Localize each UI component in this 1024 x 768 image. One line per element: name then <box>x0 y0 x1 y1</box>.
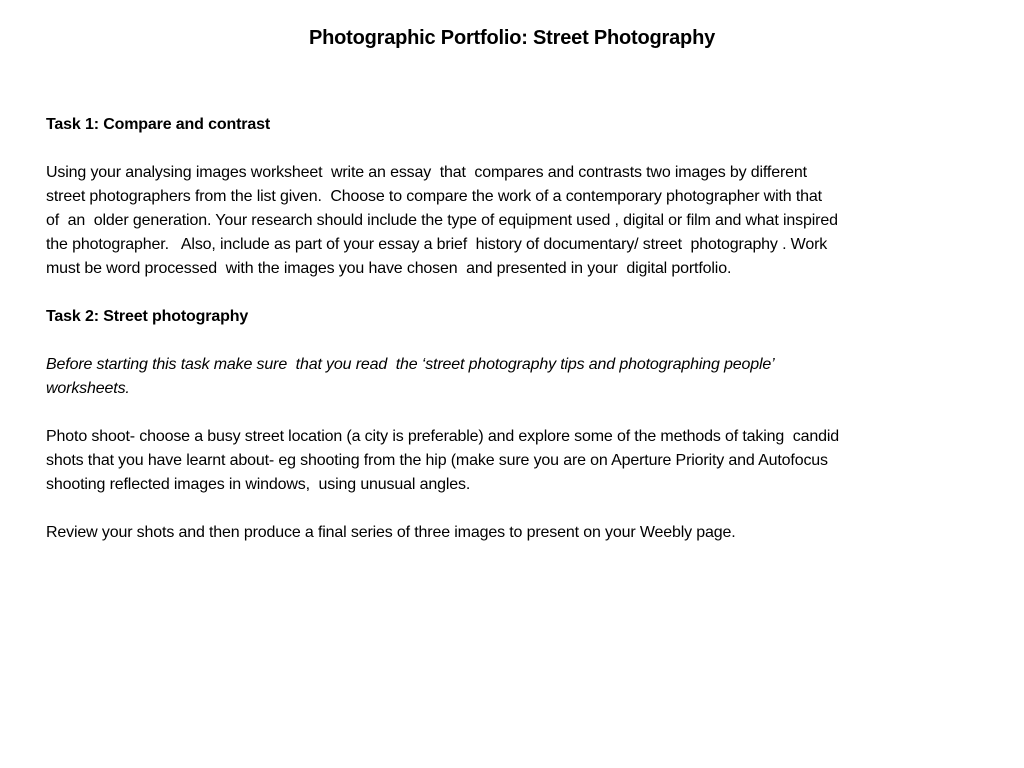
task2-note <box>46 353 991 401</box>
task2-shoot-line: shots that you have learnt about- eg shooting from the hip (make sure you are on Aperture Priority and Autofocus <box>46 452 828 469</box>
task2-heading: Task 2: Street photography <box>46 308 249 325</box>
task1-heading: Task 1: Compare and contrast <box>46 116 271 133</box>
spacer <box>46 497 991 521</box>
spacer <box>46 137 991 161</box>
task2-note-line: worksheets. <box>46 380 130 397</box>
task2-shoot-line: shooting reflected images in windows, using unusual angles. <box>46 476 471 493</box>
task2-shoot-line: Photo shoot- choose a busy street location (a city is preferable) and explore some of the methods of taking candid <box>46 428 839 445</box>
task2-note-line: Before starting this task make sure that you read the ‘street photography tips and photographing people’ <box>46 356 775 373</box>
slide-body <box>46 113 991 545</box>
task1-line: street photographers from the list given. Choose to compare the work of a contemporary photographer with that <box>46 188 822 205</box>
task1-paragraph <box>46 161 991 281</box>
task1-line: of an older generation. Your research should include the type of equipment used , digital or film and what inspired <box>46 212 838 229</box>
spacer <box>46 281 991 305</box>
page-title: Photographic Portfolio: Street Photography <box>308 27 716 49</box>
spacer <box>46 329 991 353</box>
spacer <box>46 401 991 425</box>
task1-line: the photographer. Also, include as part of your essay a brief history of documentary/ street photography . Work <box>46 236 828 253</box>
task1-line: Using your analysing images worksheet write an essay that compares and contrasts two images by different <box>46 164 807 181</box>
task1-line: must be word processed with the images you have chosen and presented in your digital portfolio. <box>46 260 732 277</box>
task2-review-paragraph: Review your shots and then produce a final series of three images to present on your Weebly page. <box>46 524 736 541</box>
task2-photo-shoot-paragraph <box>46 425 991 497</box>
